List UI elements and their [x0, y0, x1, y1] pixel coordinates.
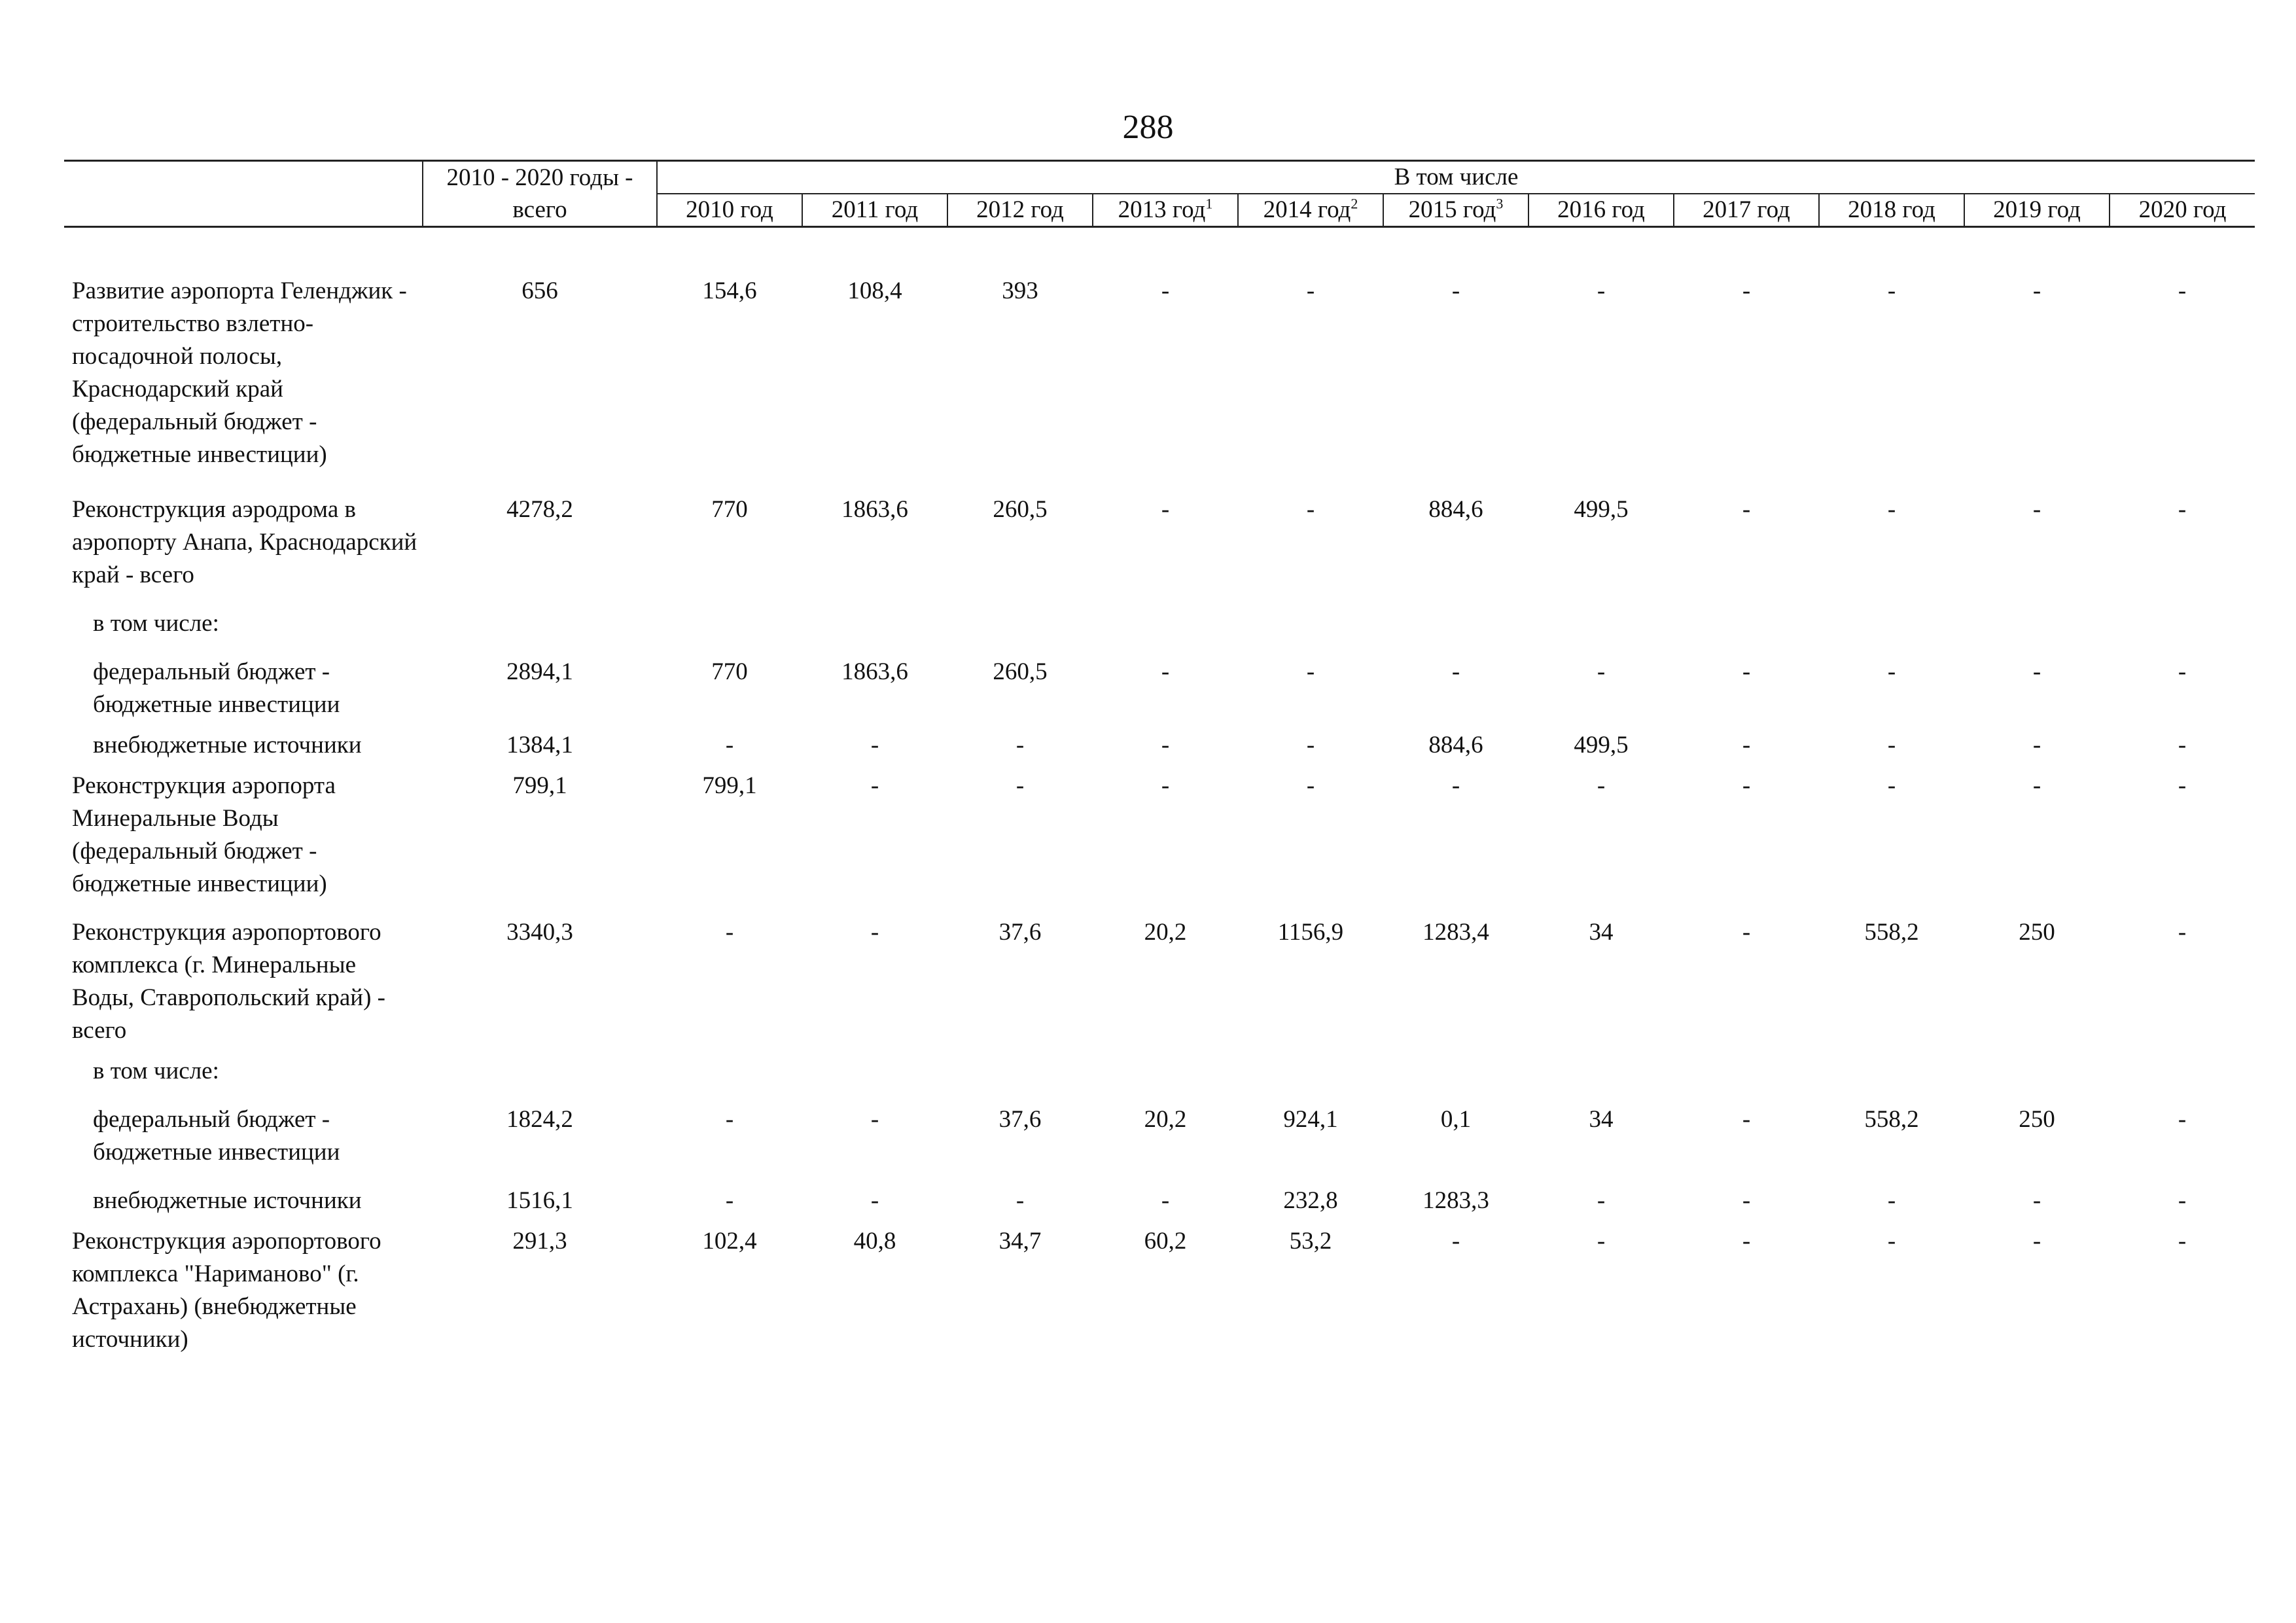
row-value-2018: - [1887, 658, 1896, 685]
row-value-2017 [1674, 1047, 1819, 1088]
row-value-2020: - [2178, 1106, 2187, 1133]
row-name-cell: внебюджетные источники [93, 732, 362, 758]
row-name-cell: федеральный бюджет - бюджетные инвестиции [93, 1106, 340, 1166]
row-value-2015: 0,1 [1440, 1106, 1472, 1133]
row-name-cell: в том числе: [93, 610, 219, 637]
row-value-2015: - [1451, 277, 1460, 304]
header-year-label: 2015 год [1408, 196, 1496, 223]
row-value-2020: - [2178, 919, 2187, 946]
row-value-2019: - [2032, 658, 2041, 685]
header-year-label: 2010 год [686, 196, 773, 223]
row-value-2013: - [1161, 658, 1170, 685]
header-year-label: 2011 год [831, 196, 919, 223]
row-value-2015: - [1451, 772, 1460, 799]
row-total-cell: 4278,2 [506, 496, 573, 523]
row-value-2020: - [2178, 732, 2187, 758]
header-year-label: 2020 год [2138, 196, 2227, 223]
row-value-2018: - [1887, 1187, 1896, 1214]
row-total-cell: 1516,1 [506, 1187, 573, 1214]
row-value-2012: 34,7 [998, 1228, 1042, 1255]
row-value-2014: - [1306, 277, 1315, 304]
header-group-label: В том числе [657, 161, 2255, 194]
row-value-2018 [1819, 1047, 1964, 1088]
row-value-2016: - [1597, 277, 1606, 304]
row-value-2013 [1093, 1047, 1238, 1088]
row-value-2014: - [1306, 772, 1315, 799]
header-year-2018 [1819, 194, 1964, 227]
row-value-2016: - [1597, 772, 1606, 799]
table-body [64, 227, 2255, 1357]
row-value-2016 [1528, 1047, 1674, 1088]
row-value-2019: 250 [2019, 1106, 2055, 1133]
row-value-2017: - [1742, 658, 1751, 685]
table-row [64, 640, 2255, 721]
row-value-2010: - [725, 732, 734, 758]
table-row [64, 1169, 2255, 1217]
row-name-cell: Развитие аэропорта Геленджик - строительство взлетно-посадочной полосы, Краснодарский край (федеральный бюджет - бюджетные инвестиции) [72, 277, 407, 468]
row-value-2011: - [870, 732, 879, 758]
row-value-2010: - [725, 1106, 734, 1133]
row-value-2020: - [2178, 658, 2187, 685]
row-value-2011: 40,8 [853, 1228, 896, 1255]
header-year-label: 2014 год [1263, 196, 1351, 223]
row-value-2018: - [1887, 772, 1896, 799]
row-value-2013: - [1161, 496, 1170, 523]
row-value-2010: - [725, 1187, 734, 1214]
row-value-2010: 770 [711, 658, 748, 685]
row-total-cell: 3340,3 [506, 919, 573, 946]
table-row [64, 762, 2255, 901]
row-value-2017: - [1742, 277, 1751, 304]
row-value-2010: 154,6 [702, 277, 757, 304]
row-total-cell: 291,3 [512, 1228, 567, 1255]
header-year-2019 [1964, 194, 2110, 227]
row-value-2015 [1383, 592, 1528, 640]
row-value-2017: - [1742, 1106, 1751, 1133]
row-value-2014 [1238, 1047, 1383, 1088]
row-name-cell: Реконструкция аэропорта Минеральные Воды (федеральный бюджет - бюджетные инвестиции) [72, 772, 336, 897]
row-value-2019: 250 [2019, 919, 2055, 946]
table-row [64, 721, 2255, 762]
row-value-2017: - [1742, 732, 1751, 758]
table-row [64, 1047, 2255, 1088]
header-year-label: 2016 год [1557, 196, 1645, 223]
row-value-2012: 37,6 [998, 1106, 1042, 1133]
row-value-2013: 20,2 [1144, 1106, 1187, 1133]
row-value-2013: 60,2 [1144, 1228, 1187, 1255]
row-name-cell: внебюджетные источники [93, 1187, 362, 1214]
row-value-2013: - [1161, 1187, 1170, 1214]
row-name-cell: в том числе: [93, 1058, 219, 1084]
row-value-2016 [1528, 592, 1674, 640]
row-value-2019 [1964, 592, 2110, 640]
row-value-2014: - [1306, 658, 1315, 685]
row-value-2017: - [1742, 919, 1751, 946]
row-value-2019: - [2032, 277, 2041, 304]
row-value-2012: 393 [1002, 277, 1038, 304]
row-value-2017 [1674, 592, 1819, 640]
row-value-2019: - [2032, 732, 2041, 758]
row-value-2011: 1863,6 [841, 658, 908, 685]
row-value-2011: - [870, 772, 879, 799]
row-value-2011: - [870, 919, 879, 946]
row-value-2012: 260,5 [993, 496, 1048, 523]
row-value-2012: - [1016, 1187, 1025, 1214]
row-value-2014: 232,8 [1283, 1187, 1338, 1214]
row-value-2020: - [2178, 496, 2187, 523]
row-value-2018: - [1887, 277, 1896, 304]
header-blank-cell [64, 161, 423, 194]
header-year-2010 [657, 194, 802, 227]
row-value-2016: 34 [1589, 1106, 1614, 1133]
row-value-2014: - [1306, 732, 1315, 758]
row-value-2020: - [2178, 772, 2187, 799]
row-value-2020 [2110, 592, 2255, 640]
header-year-2015 [1383, 194, 1528, 227]
row-value-2010: 799,1 [702, 772, 757, 799]
row-name-cell: федеральный бюджет - бюджетные инвестиции [93, 658, 340, 718]
header-blank-cell [64, 194, 423, 227]
header-year-label: 2017 год [1703, 196, 1790, 223]
row-value-2020: - [2178, 1187, 2187, 1214]
row-value-2013: 20,2 [1144, 919, 1187, 946]
row-value-2020: - [2178, 1228, 2187, 1255]
footnote-marker: 3 [1496, 195, 1504, 212]
table-header [64, 161, 2255, 227]
header-year-label: 2012 год [976, 196, 1064, 223]
row-value-2013: - [1161, 732, 1170, 758]
footnote-marker: 2 [1351, 195, 1358, 212]
row-value-2015: - [1451, 1228, 1460, 1255]
row-value-2017: - [1742, 496, 1751, 523]
row-value-2017: - [1742, 1228, 1751, 1255]
header-total-label: 2010 - 2020 годы - [423, 161, 657, 194]
row-name-cell: Реконструкция аэропортового комплекса (г. Минеральные Воды, Ставропольский край) - всего [72, 919, 385, 1044]
header-year-2016 [1528, 194, 1674, 227]
row-value-2015: 884,6 [1428, 732, 1483, 758]
row-value-2016: - [1597, 658, 1606, 685]
footnote-marker: 1 [1205, 195, 1213, 212]
row-value-2019: - [2032, 1187, 2041, 1214]
row-value-2011: - [870, 1187, 879, 1214]
row-value-2010: - [725, 919, 734, 946]
row-total-cell: 656 [521, 277, 558, 304]
row-value-2012 [947, 592, 1093, 640]
row-value-2014: - [1306, 496, 1315, 523]
row-value-2016: - [1597, 1187, 1606, 1214]
row-value-2010 [657, 592, 802, 640]
row-value-2010 [657, 1047, 802, 1088]
row-value-2019 [1964, 1047, 2110, 1088]
row-total-cell: 799,1 [512, 772, 567, 799]
row-value-2013: - [1161, 772, 1170, 799]
row-value-2020: - [2178, 277, 2187, 304]
row-value-2015: 884,6 [1428, 496, 1483, 523]
row-value-2014 [1238, 592, 1383, 640]
row-value-2010: 770 [711, 496, 748, 523]
row-value-2012: - [1016, 772, 1025, 799]
table-row [64, 1088, 2255, 1169]
row-total-cell: 1824,2 [506, 1106, 573, 1133]
header-year-label: 2013 год [1118, 196, 1206, 223]
header-year-2014 [1238, 194, 1383, 227]
header-year-2011 [802, 194, 947, 227]
row-value-2016: - [1597, 1228, 1606, 1255]
row-value-2017: - [1742, 1187, 1751, 1214]
row-total-cell [423, 592, 657, 640]
header-total-label-2: всего [423, 194, 657, 227]
row-value-2018 [1819, 592, 1964, 640]
row-value-2016: 499,5 [1574, 732, 1629, 758]
row-value-2012 [947, 1047, 1093, 1088]
header-year-2020 [2110, 194, 2255, 227]
row-total-cell [423, 1047, 657, 1088]
row-value-2012: 37,6 [998, 919, 1042, 946]
table-row [64, 1217, 2255, 1356]
table-row [64, 471, 2255, 592]
header-year-2017 [1674, 194, 1819, 227]
header-year-label: 2018 год [1848, 196, 1935, 223]
row-value-2016: 34 [1589, 919, 1614, 946]
row-value-2019: - [2032, 496, 2041, 523]
row-value-2011 [802, 1047, 947, 1088]
row-value-2018: - [1887, 496, 1896, 523]
row-value-2011 [802, 592, 947, 640]
row-value-2018: 558,2 [1864, 1106, 1919, 1133]
row-total-cell: 1384,1 [506, 732, 573, 758]
row-name-cell: Реконструкция аэродрома в аэропорту Анапа, Краснодарский край - всего [72, 496, 417, 588]
row-value-2015: 1283,4 [1422, 919, 1489, 946]
row-value-2014: 1156,9 [1277, 919, 1344, 946]
row-value-2015 [1383, 1047, 1528, 1088]
row-name-cell: Реконструкция аэропортового комплекса "Нариманово" (г. Астрахань) (внебюджетные источники) [72, 1228, 381, 1353]
page-number: 288 [1122, 109, 1174, 146]
table-row [64, 901, 2255, 1047]
row-value-2012: - [1016, 732, 1025, 758]
row-value-2019: - [2032, 1228, 2041, 1255]
row-value-2015: - [1451, 658, 1460, 685]
row-value-2018: - [1887, 1228, 1896, 1255]
row-value-2018: 558,2 [1864, 919, 1919, 946]
row-value-2012: 260,5 [993, 658, 1048, 685]
header-year-2012 [947, 194, 1093, 227]
row-total-cell: 2894,1 [506, 658, 573, 685]
row-value-2011: 108,4 [847, 277, 902, 304]
table-row [64, 592, 2255, 640]
row-value-2018: - [1887, 732, 1896, 758]
budget-table [64, 160, 2255, 1356]
row-value-2010: 102,4 [702, 1228, 757, 1255]
row-value-2016: 499,5 [1574, 496, 1629, 523]
header-year-2013 [1093, 194, 1238, 227]
row-value-2013: - [1161, 277, 1170, 304]
row-value-2014: 924,1 [1283, 1106, 1338, 1133]
row-value-2019: - [2032, 772, 2041, 799]
row-value-2014: 53,2 [1289, 1228, 1332, 1255]
row-value-2015: 1283,3 [1422, 1187, 1489, 1214]
table-row [64, 227, 2255, 472]
row-value-2020 [2110, 1047, 2255, 1088]
header-year-label: 2019 год [1993, 196, 2081, 223]
row-value-2013 [1093, 592, 1238, 640]
row-value-2017: - [1742, 772, 1751, 799]
row-value-2011: - [870, 1106, 879, 1133]
row-value-2011: 1863,6 [841, 496, 908, 523]
